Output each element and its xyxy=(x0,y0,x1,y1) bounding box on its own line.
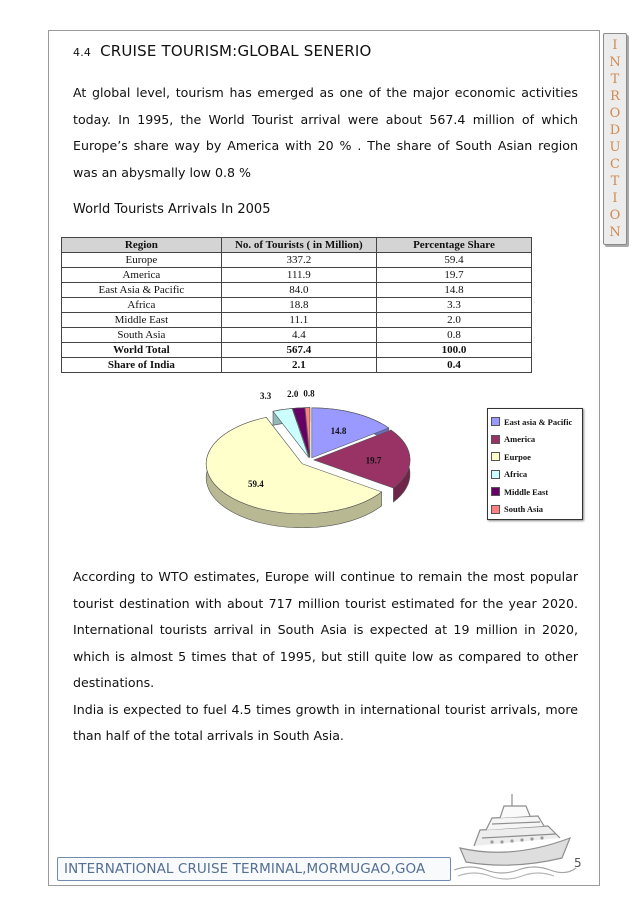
section-heading xyxy=(73,42,372,60)
intro-paragraph: At global level, tourism has emerged as one of the major economic activities today. In 1995, the World Tourist arrival were about 567.4 million of which Europe’s share way by America with 20 % . The share of South Asian region was an abysmally low 0.8 % xyxy=(73,85,578,180)
footer-title: INTERNATIONAL CRUISE TERMINAL,MORMUGAO,GOA xyxy=(64,861,426,877)
table-cell: World Total xyxy=(62,343,222,358)
legend-label: Africa xyxy=(504,469,528,480)
table-cell: 337.2 xyxy=(221,253,376,268)
table-cell: 0.4 xyxy=(376,358,531,373)
table-cell: 14.8 xyxy=(376,283,531,298)
table-cell: Europe xyxy=(62,253,222,268)
legend-item xyxy=(491,501,579,519)
table-header: No. of Tourists ( in Million) xyxy=(221,238,376,253)
pie-data-label: 19.7 xyxy=(365,455,382,466)
side-tab-letter: O xyxy=(609,208,621,223)
side-tab-letter: D xyxy=(609,123,621,138)
table-cell: 111.9 xyxy=(221,268,376,283)
table-cell: 59.4 xyxy=(376,253,531,268)
pie-chart xyxy=(200,388,430,528)
legend-item xyxy=(491,483,579,501)
wto-estimate-text: According to WTO estimates, Europe will continue to remain the most popular tourist destination with about 717 million tourist estimated for the year 2020. International tourists arrival in South Asia is expected at 19 million in 2020, which is almost 5 times that of 1995, but still quite low as compared to other destinations. xyxy=(73,569,578,690)
table-row xyxy=(62,253,532,268)
table-india-row xyxy=(62,358,532,373)
cruise-ship-icon xyxy=(452,790,577,880)
table-row xyxy=(62,268,532,283)
legend-swatch xyxy=(491,452,500,461)
legend-swatch xyxy=(491,417,500,426)
table-cell: 2.0 xyxy=(376,313,531,328)
side-tab-letter: N xyxy=(609,225,621,240)
tourist-arrivals-table xyxy=(61,237,532,373)
table-cell: Share of India xyxy=(62,358,222,373)
pie-data-label: 59.4 xyxy=(248,479,264,490)
page-number: 5 xyxy=(574,856,582,870)
section-number: 4.4 xyxy=(73,46,92,59)
table-row xyxy=(62,298,532,313)
table-cell: East Asia & Pacific xyxy=(62,283,222,298)
legend-swatch xyxy=(491,487,500,496)
section-title: CRUISE TOURISM:GLOBAL SENERIO xyxy=(100,42,372,60)
legend-label: Middle East xyxy=(504,486,549,497)
legend-label: East asia & Pacific xyxy=(504,416,573,427)
legend-swatch xyxy=(491,470,500,479)
india-growth-text: India is expected to fuel 4.5 times growth in international tourist arrivals, more than half of the total arrivals in South Asia. xyxy=(73,701,578,743)
legend-swatch xyxy=(491,435,500,444)
table-cell: South Asia xyxy=(62,328,222,343)
legend-swatch xyxy=(491,505,500,514)
legend-item xyxy=(491,448,579,466)
side-tab-letter: T xyxy=(610,72,620,87)
side-tab-letter: N xyxy=(609,55,621,70)
legend-label: Eurpoe xyxy=(504,451,531,462)
pie-data-label: 14.8 xyxy=(330,426,347,437)
side-tab-letter: C xyxy=(610,157,620,172)
table-cell: 84.0 xyxy=(221,283,376,298)
side-tab-letter: U xyxy=(609,140,621,155)
side-tab-letter: R xyxy=(610,89,620,104)
table-cell: Middle East xyxy=(62,313,222,328)
table-cell: 3.3 xyxy=(376,298,531,313)
side-tab-letter: O xyxy=(609,106,621,121)
pie-data-label: 3.3 xyxy=(260,390,272,401)
table-header-row xyxy=(62,238,532,253)
legend-label: America xyxy=(504,434,536,445)
table-cell: 19.7 xyxy=(376,268,531,283)
table-header: Percentage Share xyxy=(376,238,531,253)
legend-item xyxy=(491,466,579,484)
table-cell: 0.8 xyxy=(376,328,531,343)
table-cell: Africa xyxy=(62,298,222,313)
table-cell: 567.4 xyxy=(221,343,376,358)
table-header: Region xyxy=(62,238,222,253)
pie-data-label: 2.0 xyxy=(287,388,299,399)
chart-legend xyxy=(487,408,583,520)
pie-data-label: 0.8 xyxy=(303,388,315,399)
table-cell: 2.1 xyxy=(221,358,376,373)
table-total-row xyxy=(62,343,532,358)
table-row xyxy=(62,313,532,328)
wto-paragraph xyxy=(73,564,578,750)
footer-title-box xyxy=(57,857,451,881)
legend-item xyxy=(491,413,579,431)
table-title: World Tourists Arrivals In 2005 xyxy=(73,202,271,217)
table-cell: 100.0 xyxy=(376,343,531,358)
side-tab-letter: I xyxy=(612,38,618,53)
side-tab-letter: I xyxy=(612,191,618,206)
table-row xyxy=(62,328,532,343)
side-tab-introduction xyxy=(603,33,627,245)
legend-item xyxy=(491,431,579,449)
table-cell: 18.8 xyxy=(221,298,376,313)
table-row xyxy=(62,283,532,298)
legend-label: South Asia xyxy=(504,504,543,515)
table-cell: America xyxy=(62,268,222,283)
table-cell: 4.4 xyxy=(221,328,376,343)
table-cell: 11.1 xyxy=(221,313,376,328)
side-tab-letter: T xyxy=(610,174,620,189)
